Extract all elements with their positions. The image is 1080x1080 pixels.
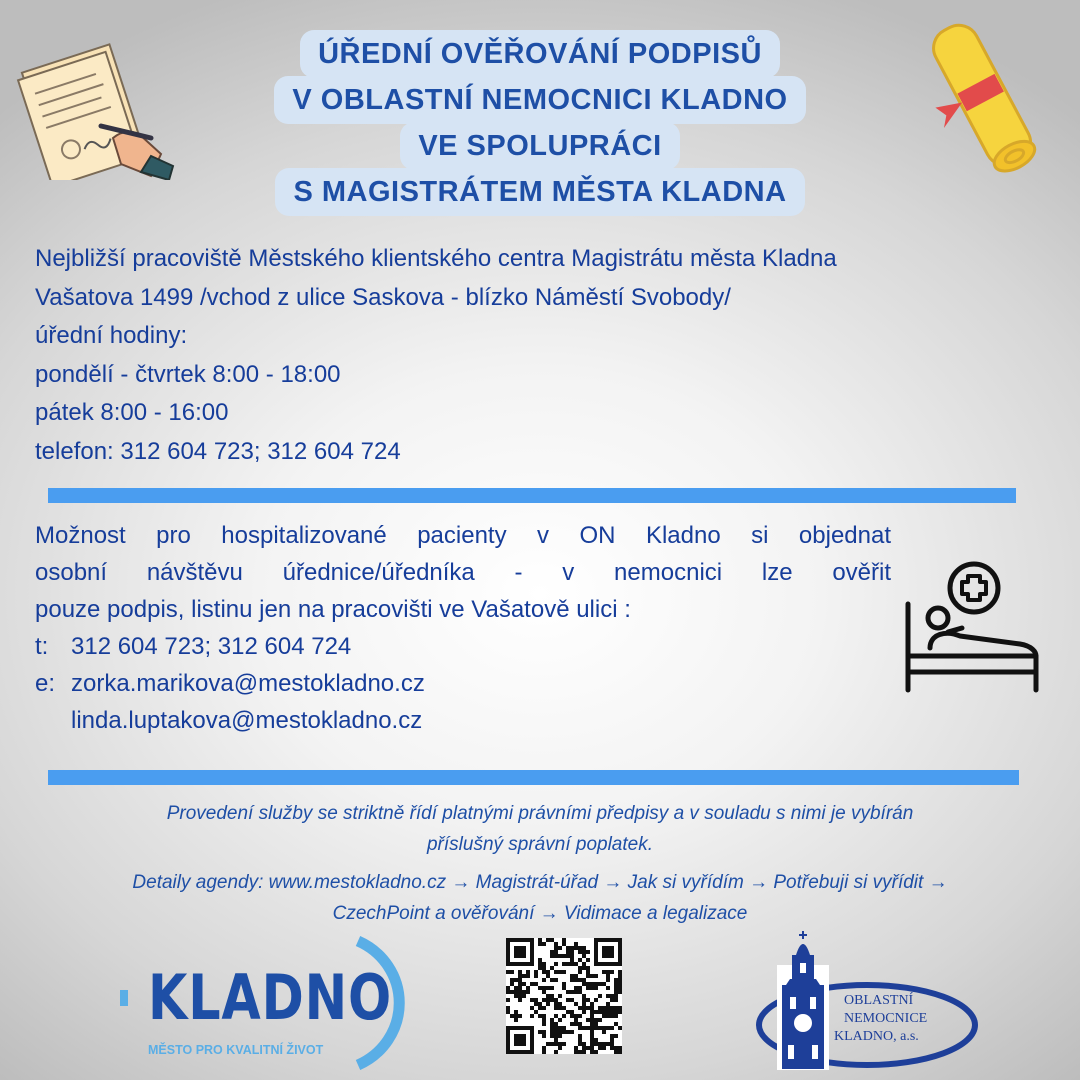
agenda-details [20,867,1060,929]
hospital-logo [752,925,982,1075]
title [0,30,1080,214]
email-link-2[interactable]: linda.luptakova@mestokladno.cz [71,707,423,734]
hospital-info [35,517,891,739]
office-address: Vašatova 1499 /vchod z ulice Saskova - blízko Náměstí Svobody/ [35,283,731,311]
hospital-email-row-2 [35,702,891,739]
title-line-3: VE SPOLUPRÁCI [400,122,679,170]
legal-note-line-1: Provedení služby se striktně řídí platnými právními předpisy a v souladu s nimi je vybírán [166,803,914,824]
kladno-logo-arc [348,935,418,1070]
hospital-logo-line-2: NEMOCNICE [844,1011,928,1026]
hospital-line-3: pouze podpis, listinu jen na pracovišti ve Vašatově ulici : [35,596,631,623]
kladno-logo-text: KLADNO [148,961,393,1034]
office-hours-mon-thu: pondělí - čtvrtek 8:00 - 18:00 [35,360,341,388]
qr-code[interactable] [506,938,622,1054]
legal-note-line-2: příslušný správní poplatek. [426,834,653,855]
office-info [35,240,1045,471]
hospital-email-row [35,665,891,702]
hospital-phone[interactable]: 312 604 723; 312 604 724 [71,633,352,660]
hospital-line-1: Možnost pro hospitalizované pacienty v ON Kladno si objednat [35,522,891,549]
divider-1 [48,488,1016,503]
office-phone: telefon: 312 604 723; 312 604 724 [35,437,401,465]
agenda-details-line-2[interactable]: CzechPoint a ověřování → Vidimace a legalizace [332,903,748,924]
kladno-logo-dash [120,990,128,1006]
agenda-details-line-1[interactable]: Detaily agendy: www.mestokladno.cz → Magistrát-úřad → Jak si vyřídím → Potřebuji si vyřídit → [132,872,948,893]
office-hours-fri: pátek 8:00 - 16:00 [35,399,229,426]
divider-2 [48,770,1019,785]
office-hours-label: úřední hodiny: [35,322,188,349]
hospital-logo-line-3: KLADNO, a.s. [834,1029,919,1044]
kladno-logo-slogan: MĚSTO PRO KVALITNÍ ŽIVOT [148,1043,324,1057]
phone-label: t: [35,633,49,660]
kladno-city-logo [118,935,418,1070]
email-label: e: [35,670,56,697]
legal-note [20,798,1060,860]
hospital-phone-row [35,628,891,665]
title-line-4: S MAGISTRÁTEM MĚSTA KLADNA [275,168,804,216]
office-line-1: Nejbližší pracoviště Městského klientského centra Magistrátu města Kladna [35,245,837,272]
hospital-logo-line-1: OBLASTNÍ [844,993,914,1008]
title-line-1: ÚŘEDNÍ OVĚŘOVÁNÍ PODPISŮ [300,30,780,78]
title-line-2: V OBLASTNÍ NEMOCNICI KLADNO [274,76,805,124]
email-link-1[interactable]: zorka.marikova@mestokladno.cz [71,670,425,697]
hospital-bed-icon [900,560,1045,700]
hospital-line-2: osobní návštěvu úřednice/úředníka - v nemocnici lze ověřit [35,559,891,586]
